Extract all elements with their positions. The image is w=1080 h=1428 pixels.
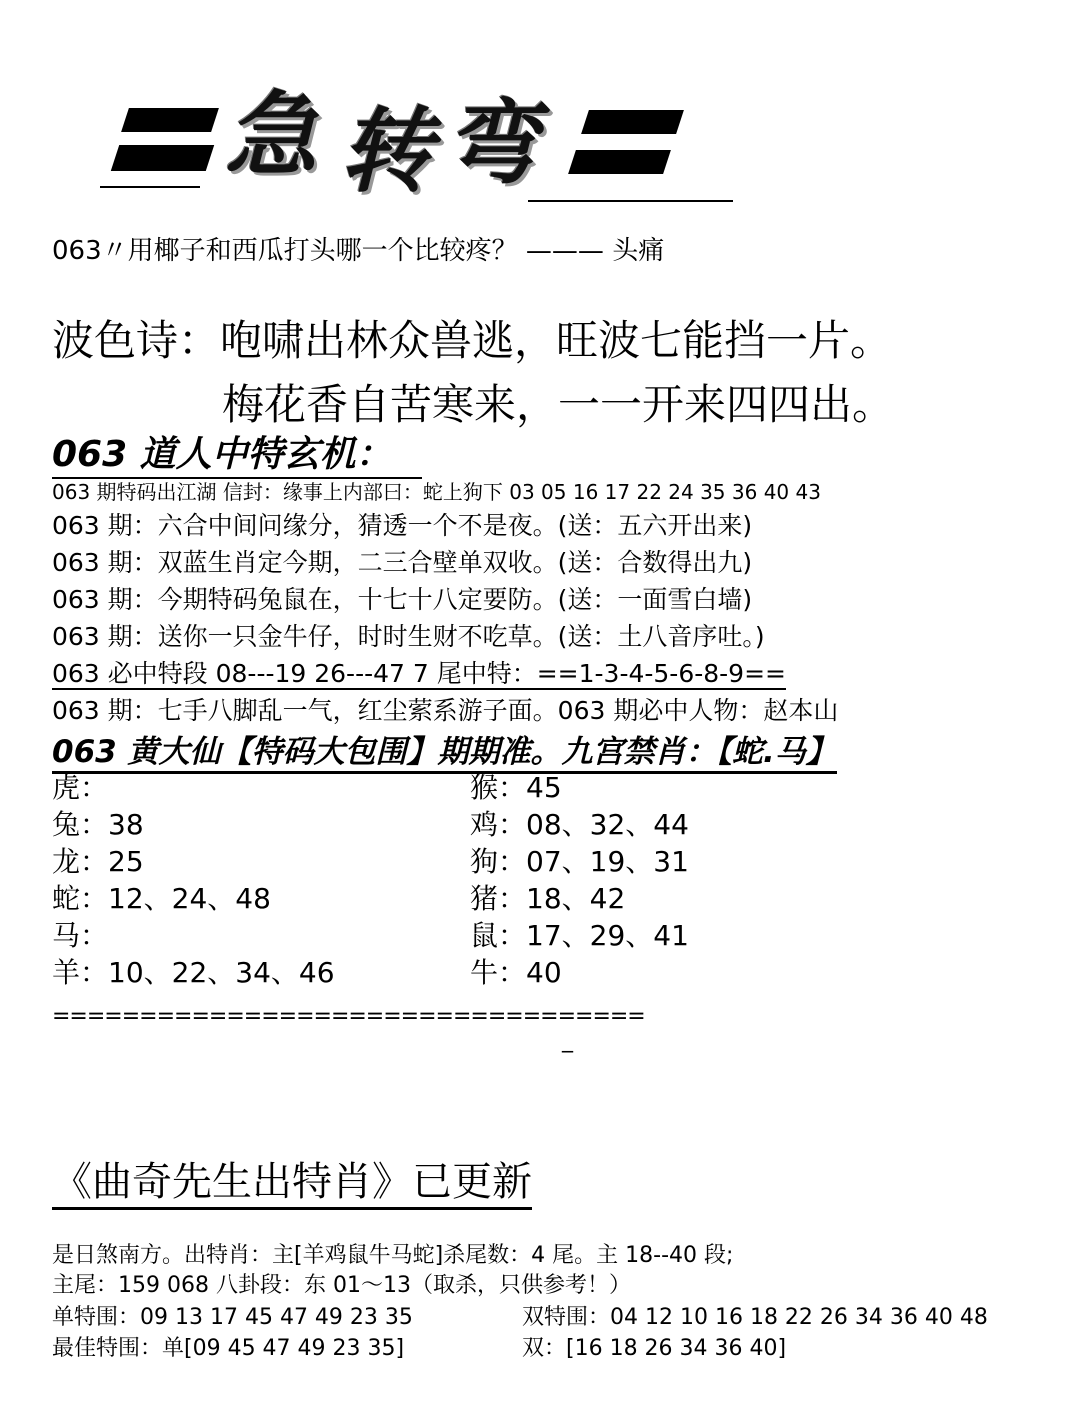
zodiac-right-2: 鸡：08、32、44	[470, 808, 689, 841]
zodiac-right-5: 鼠：17、29、41	[470, 919, 689, 952]
huangdaxian-heading-text: 063 黄大仙【特码大包围】期期准。九宫禁肖：【蛇.马】	[52, 726, 837, 774]
separator-tail: _	[562, 1028, 572, 1053]
daoren-line-6-text: 063 必中特段 08---19 26---47 7 尾中特：==1-3-4-5-6-8-9==	[52, 659, 786, 688]
left-stripe-bottom	[111, 145, 214, 171]
banner	[0, 0, 1080, 230]
riddle-prefix: 063〃	[52, 236, 128, 266]
daoren-line-7: 063 期：七手八脚乱一气，红尘萦系游子面。063 期必中人物：赵本山	[52, 696, 839, 725]
riddle-line	[52, 230, 664, 267]
daoren-line-2: 063 期：六合中间问缘分，猜透一个不是夜。(送：五六开出来)	[52, 511, 753, 540]
title-char-1: 急	[225, 82, 318, 189]
quqi-single: 单特围：09 13 17 45 47 49 23 35	[52, 1305, 413, 1330]
zodiac-left-4: 蛇：12、24、48	[52, 882, 271, 915]
daoren-heading-text: 063 道人中特玄机：	[52, 426, 422, 479]
poem-line-2: 梅花香自苦寒来，一一开来四四出。	[222, 380, 895, 429]
title-char-3: 弯	[445, 90, 538, 197]
separator-line: ==================================	[52, 1004, 645, 1029]
poem-line-1	[52, 308, 892, 368]
zodiac-right-1: 猴：45	[470, 771, 562, 804]
daoren-line-4: 063 期：今期特码兔鼠在，十七十八定要防。(送：一面雪白墙)	[52, 585, 753, 614]
banner-underline-right	[528, 200, 733, 202]
riddle-answer: 头痛	[612, 236, 665, 266]
riddle-dash: ———	[525, 236, 604, 266]
daoren-line-1: 063 期特码出江湖 信封：缘事上内部曰：蛇上狗下 03 05 16 17 22 24 35 36 40 43	[52, 480, 821, 504]
zodiac-right-6: 牛：40	[470, 956, 562, 989]
daoren-line-6	[52, 654, 786, 690]
zodiac-left-1: 虎：	[52, 771, 109, 804]
daoren-line-5: 063 期：送你一只金牛仔，时时生财不吃草。(送：土八音序吐。)	[52, 622, 765, 651]
zodiac-right-3: 狗：07、19、31	[470, 845, 689, 878]
poem-verse-1: 咆啸出林众兽逃，旺波七能挡一片。	[220, 316, 893, 365]
banner-underline-left	[100, 186, 200, 188]
quqi-line-1: 是日煞南方。出特肖：主[羊鸡鼠牛马蛇]杀尾数：4 尾。主 18--40 段;	[52, 1243, 734, 1268]
quqi-heading-text: 《曲奇先生出特肖》已更新	[52, 1150, 532, 1210]
quqi-best-double: 双：[16 18 26 34 36 40]	[522, 1336, 787, 1361]
title-char-2: 转	[340, 98, 433, 205]
right-stripe-bottom	[568, 150, 671, 174]
left-stripe-top	[121, 108, 219, 132]
quqi-line-2: 主尾：159 068 八卦段：东 01～13（取杀，只供参考！）	[52, 1273, 631, 1298]
quqi-double: 双特围：04 12 10 16 18 22 26 34 36 40 48	[522, 1305, 988, 1330]
right-stripe-top	[581, 110, 684, 134]
daoren-heading	[52, 426, 422, 479]
zodiac-left-5: 马：	[52, 919, 109, 952]
poem-label: 波色诗：	[52, 316, 221, 365]
quqi-best-single: 最佳特围：单[09 45 47 49 23 35]	[52, 1336, 405, 1361]
zodiac-right-4: 猪：18、42	[470, 882, 626, 915]
zodiac-left-2: 兔：38	[52, 808, 144, 841]
riddle-question: 用椰子和西瓜打头哪一个比较疼？	[127, 236, 518, 266]
huangdaxian-heading	[52, 726, 837, 774]
quqi-heading	[52, 1150, 532, 1210]
zodiac-left-6: 羊：10、22、34、46	[52, 956, 335, 989]
zodiac-left-3: 龙：25	[52, 845, 144, 878]
daoren-line-3: 063 期：双蓝生肖定今期，二三合壁单双收。(送：合数得出九)	[52, 548, 753, 577]
